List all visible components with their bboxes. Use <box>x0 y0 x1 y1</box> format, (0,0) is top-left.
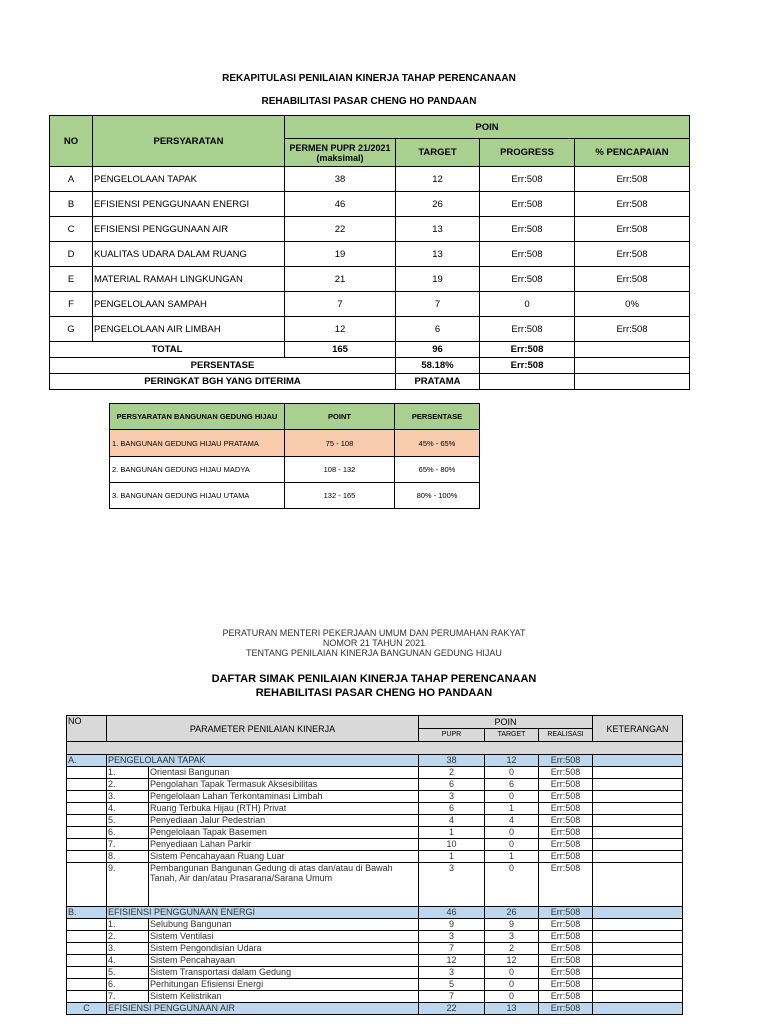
chk-col-poin: POIN <box>419 716 593 729</box>
regulation-line-3: TENTANG PENILAIAN KINERJA BANGUNAN GEDUNG HIJAU <box>246 648 502 658</box>
row-progress: Err:508 <box>480 242 575 267</box>
sec-target: 13 <box>485 1003 539 1015</box>
regulation-line-1: PERATURAN MENTERI PEKERJAAN UMUM DAN PERUMAHAN RAKYAT <box>222 628 526 638</box>
sec-no: C <box>67 1003 107 1015</box>
list-item <box>67 863 683 907</box>
cat-point: 132 - 165 <box>285 483 395 509</box>
item-name: Pengolahan Tapak Termasuk Aksesibilitas <box>149 779 419 791</box>
item-pupr: 4 <box>419 815 485 827</box>
regulation-line-2: NOMOR 21 TAHUN 2021 <box>322 638 426 648</box>
item-no: 2. <box>107 931 149 943</box>
row-no: E <box>50 267 93 292</box>
chk-col-realisasi: REALISASI <box>539 729 593 742</box>
row-no: A <box>50 167 93 192</box>
row-pct: Err:508 <box>575 242 690 267</box>
row-name: EFISIENSI PENGGUNAAN ENERGI <box>93 192 285 217</box>
item-name: Ruang Terbuka Hijau (RTH) Privat <box>149 803 419 815</box>
item-pupr: 7 <box>419 991 485 1003</box>
row-max: 46 <box>285 192 396 217</box>
table-row <box>50 317 690 342</box>
recap-title: REKAPITULASI PENILAIAN KINERJA TAHAP PERENCANAAN <box>222 73 516 84</box>
item-real: Err:508 <box>539 839 593 851</box>
row-target: 19 <box>396 267 480 292</box>
section-row <box>67 755 683 767</box>
cat-name: 3. BANGUNAN GEDUNG HIJAU UTAMA <box>110 483 285 509</box>
row-max: 21 <box>285 267 396 292</box>
item-target: 1 <box>485 851 539 863</box>
item-target: 0 <box>485 863 539 907</box>
table-row <box>110 457 480 483</box>
total-progress: Err:508 <box>480 342 575 358</box>
row-pct: 0% <box>575 292 690 317</box>
row-pct: Err:508 <box>575 317 690 342</box>
item-real: Err:508 <box>539 803 593 815</box>
item-no: 6. <box>107 827 149 839</box>
checklist-title-2: REHABILITASI PASAR CHENG HO PANDAAN <box>255 687 493 699</box>
item-no: 4. <box>107 955 149 967</box>
persentase-target: 58.18% <box>396 358 480 374</box>
item-target: 0 <box>485 827 539 839</box>
item-pupr: 6 <box>419 779 485 791</box>
peringkat-label: PERINGKAT BGH YANG DITERIMA <box>50 374 396 390</box>
list-item <box>67 851 683 863</box>
sec-no: A. <box>67 755 107 767</box>
sec-real: Err:508 <box>539 1003 593 1015</box>
col-poin: POIN <box>285 116 690 139</box>
table-row <box>50 192 690 217</box>
list-item <box>67 779 683 791</box>
item-no: 3. <box>107 943 149 955</box>
item-pupr: 3 <box>419 931 485 943</box>
item-no: 4. <box>107 803 149 815</box>
item-pupr: 5 <box>419 979 485 991</box>
item-target: 12 <box>485 955 539 967</box>
persentase-row <box>50 358 690 374</box>
item-target: 9 <box>485 919 539 931</box>
row-target: 13 <box>396 242 480 267</box>
item-target: 0 <box>485 791 539 803</box>
list-item <box>67 919 683 931</box>
sec-no: B. <box>67 907 107 919</box>
cat-point: 108 - 132 <box>285 457 395 483</box>
item-name: Selubung Bangunan <box>149 919 419 931</box>
item-pupr: 9 <box>419 919 485 931</box>
cat-name: 1. BANGUNAN GEDUNG HIJAU PRATAMA <box>110 430 285 457</box>
recap-table <box>49 115 690 390</box>
row-pct: Err:508 <box>575 192 690 217</box>
item-name: Pembangunan Bangunan Gedung di atas dan/atau di Bawah Tanah, Air dan/atau Prasarana/Sarana Umum <box>149 863 419 907</box>
table-row <box>50 167 690 192</box>
col-progress: PROGRESS <box>480 139 575 167</box>
list-item <box>67 803 683 815</box>
sec-target: 12 <box>485 755 539 767</box>
list-item <box>67 791 683 803</box>
chk-col-no: NO <box>67 716 107 742</box>
list-item <box>67 815 683 827</box>
row-target: 12 <box>396 167 480 192</box>
item-pupr: 3 <box>419 863 485 907</box>
item-pupr: 3 <box>419 967 485 979</box>
item-name: Sistem Pencahayaan Ruang Luar <box>149 851 419 863</box>
item-real: Err:508 <box>539 779 593 791</box>
item-real: Err:508 <box>539 931 593 943</box>
item-target: 0 <box>485 979 539 991</box>
row-pct: Err:508 <box>575 267 690 292</box>
cat-header-name: PERSYARATAN BANGUNAN GEDUNG HIJAU <box>110 404 285 430</box>
item-target: 1 <box>485 803 539 815</box>
row-progress: Err:508 <box>480 192 575 217</box>
item-target: 0 <box>485 839 539 851</box>
cat-header-persentase: PERSENTASE <box>395 404 480 430</box>
chk-col-parameter: PARAMETER PENILAIAN KINERJA <box>107 716 419 742</box>
item-name: Penyediaan Lahan Parkir <box>149 839 419 851</box>
item-name: Sistem Kelistrikan <box>149 991 419 1003</box>
row-no: F <box>50 292 93 317</box>
row-target: 6 <box>396 317 480 342</box>
item-target: 0 <box>485 767 539 779</box>
col-no: NO <box>50 116 93 167</box>
cat-pct: 45% - 65% <box>395 430 480 457</box>
table-row <box>50 267 690 292</box>
total-max: 165 <box>285 342 396 358</box>
row-pct: Err:508 <box>575 217 690 242</box>
item-real: Err:508 <box>539 791 593 803</box>
cat-point: 75 - 108 <box>285 430 395 457</box>
cat-name: 2. BANGUNAN GEDUNG HIJAU MADYA <box>110 457 285 483</box>
row-progress: Err:508 <box>480 217 575 242</box>
item-real: Err:508 <box>539 815 593 827</box>
list-item <box>67 979 683 991</box>
cat-pct: 80% - 100% <box>395 483 480 509</box>
table-row <box>50 292 690 317</box>
item-real: Err:508 <box>539 851 593 863</box>
item-pupr: 1 <box>419 851 485 863</box>
sec-pupr: 22 <box>419 1003 485 1015</box>
item-real: Err:508 <box>539 967 593 979</box>
chk-col-target: TARGET <box>485 729 539 742</box>
item-real: Err:508 <box>539 979 593 991</box>
item-real: Err:508 <box>539 767 593 779</box>
row-no: G <box>50 317 93 342</box>
total-row <box>50 342 690 358</box>
col-permen: PERMEN PUPR 21/2021 (maksimal) <box>285 139 396 167</box>
row-name: EFISIENSI PENGGUNAAN AIR <box>93 217 285 242</box>
cat-pct: 65% - 80% <box>395 457 480 483</box>
table-row <box>110 483 480 509</box>
total-target: 96 <box>396 342 480 358</box>
item-name: Sistem Pencahayaan <box>149 955 419 967</box>
checklist-title <box>0 672 748 700</box>
item-real: Err:508 <box>539 827 593 839</box>
sec-name: EFISIENSI PENGGUNAAN AIR <box>107 1003 419 1015</box>
item-pupr: 12 <box>419 955 485 967</box>
row-target: 7 <box>396 292 480 317</box>
item-real: Err:508 <box>539 955 593 967</box>
item-name: Perhitungan Efisiensi Energi <box>149 979 419 991</box>
sec-target: 26 <box>485 907 539 919</box>
sec-pupr: 38 <box>419 755 485 767</box>
regulation-header <box>0 628 748 658</box>
cat-header-point: POINT <box>285 404 395 430</box>
item-name: Pengelolaan Tapak Basemen <box>149 827 419 839</box>
table-row <box>110 430 480 457</box>
item-no: 3. <box>107 791 149 803</box>
sec-real: Err:508 <box>539 755 593 767</box>
sec-name: EFISIENSI PENGGUNAAN ENERGI <box>107 907 419 919</box>
row-pct: Err:508 <box>575 167 690 192</box>
item-no: 8. <box>107 851 149 863</box>
item-pupr: 1 <box>419 827 485 839</box>
chk-col-keterangan: KETERANGAN <box>593 716 683 742</box>
item-real: Err:508 <box>539 943 593 955</box>
item-no: 5. <box>107 967 149 979</box>
item-no: 7. <box>107 839 149 851</box>
table-row <box>50 217 690 242</box>
bgh-category-table <box>109 403 480 509</box>
col-target: TARGET <box>396 139 480 167</box>
list-item <box>67 767 683 779</box>
item-name: Sistem Ventilasi <box>149 931 419 943</box>
peringkat-row <box>50 374 690 390</box>
row-max: 22 <box>285 217 396 242</box>
list-item <box>67 967 683 979</box>
item-name: Sistem Transportasi dalam Gedung <box>149 967 419 979</box>
item-name: Penyediaan Jalur Pedestrian <box>149 815 419 827</box>
row-target: 13 <box>396 217 480 242</box>
item-no: 1. <box>107 767 149 779</box>
item-no: 6. <box>107 979 149 991</box>
peringkat-value: PRATAMA <box>396 374 480 390</box>
table-row <box>50 242 690 267</box>
item-real: Err:508 <box>539 991 593 1003</box>
item-real: Err:508 <box>539 919 593 931</box>
sec-pupr: 46 <box>419 907 485 919</box>
row-no: C <box>50 217 93 242</box>
item-real: Err:508 <box>539 863 593 907</box>
item-target: 4 <box>485 815 539 827</box>
item-target: 2 <box>485 943 539 955</box>
row-name: PENGELOLAAN TAPAK <box>93 167 285 192</box>
item-target: 3 <box>485 931 539 943</box>
row-name: PENGELOLAAN SAMPAH <box>93 292 285 317</box>
row-progress: 0 <box>480 292 575 317</box>
item-name: Orientasi Bangunan <box>149 767 419 779</box>
item-pupr: 6 <box>419 803 485 815</box>
item-no: 7. <box>107 991 149 1003</box>
row-name: PENGELOLAAN AIR LIMBAH <box>93 317 285 342</box>
list-item <box>67 931 683 943</box>
chk-col-pupr: PUPR <box>419 729 485 742</box>
item-no: 1. <box>107 919 149 931</box>
col-pencapaian: % PENCAPAIAN <box>575 139 690 167</box>
list-item <box>67 955 683 967</box>
item-no: 9. <box>107 863 149 907</box>
row-max: 12 <box>285 317 396 342</box>
row-no: D <box>50 242 93 267</box>
row-max: 7 <box>285 292 396 317</box>
row-target: 26 <box>396 192 480 217</box>
item-pupr: 10 <box>419 839 485 851</box>
section-row <box>67 907 683 919</box>
item-no: 5. <box>107 815 149 827</box>
list-item <box>67 943 683 955</box>
row-max: 38 <box>285 167 396 192</box>
item-name: Sistem Pengondisian Udara <box>149 943 419 955</box>
item-target: 6 <box>485 779 539 791</box>
list-item <box>67 839 683 851</box>
row-progress: Err:508 <box>480 317 575 342</box>
total-label: TOTAL <box>50 342 285 358</box>
col-persyaratan: PERSYARATAN <box>93 116 285 167</box>
item-target: 0 <box>485 967 539 979</box>
persentase-label: PERSENTASE <box>50 358 396 374</box>
section-row <box>67 1003 683 1015</box>
list-item <box>67 827 683 839</box>
row-no: B <box>50 192 93 217</box>
sec-name: PENGELOLAAN TAPAK <box>107 755 419 767</box>
list-item <box>67 991 683 1003</box>
checklist-title-1: DAFTAR SIMAK PENILAIAN KINERJA TAHAP PERENCANAAN <box>211 673 537 685</box>
item-target: 0 <box>485 991 539 1003</box>
row-progress: Err:508 <box>480 167 575 192</box>
item-no: 2. <box>107 779 149 791</box>
row-progress: Err:508 <box>480 267 575 292</box>
row-name: MATERIAL RAMAH LINGKUNGAN <box>93 267 285 292</box>
item-pupr: 7 <box>419 943 485 955</box>
recap-subtitle: REHABILITASI PASAR CHENG HO PANDAAN <box>261 96 477 107</box>
item-pupr: 3 <box>419 791 485 803</box>
item-name: Pengelolaan Lahan Terkontaminasi Limbah <box>149 791 419 803</box>
row-max: 19 <box>285 242 396 267</box>
checklist-table <box>66 715 683 1015</box>
persentase-progress: Err:508 <box>480 358 575 374</box>
sec-real: Err:508 <box>539 907 593 919</box>
row-name: KUALITAS UDARA DALAM RUANG <box>93 242 285 267</box>
item-pupr: 2 <box>419 767 485 779</box>
